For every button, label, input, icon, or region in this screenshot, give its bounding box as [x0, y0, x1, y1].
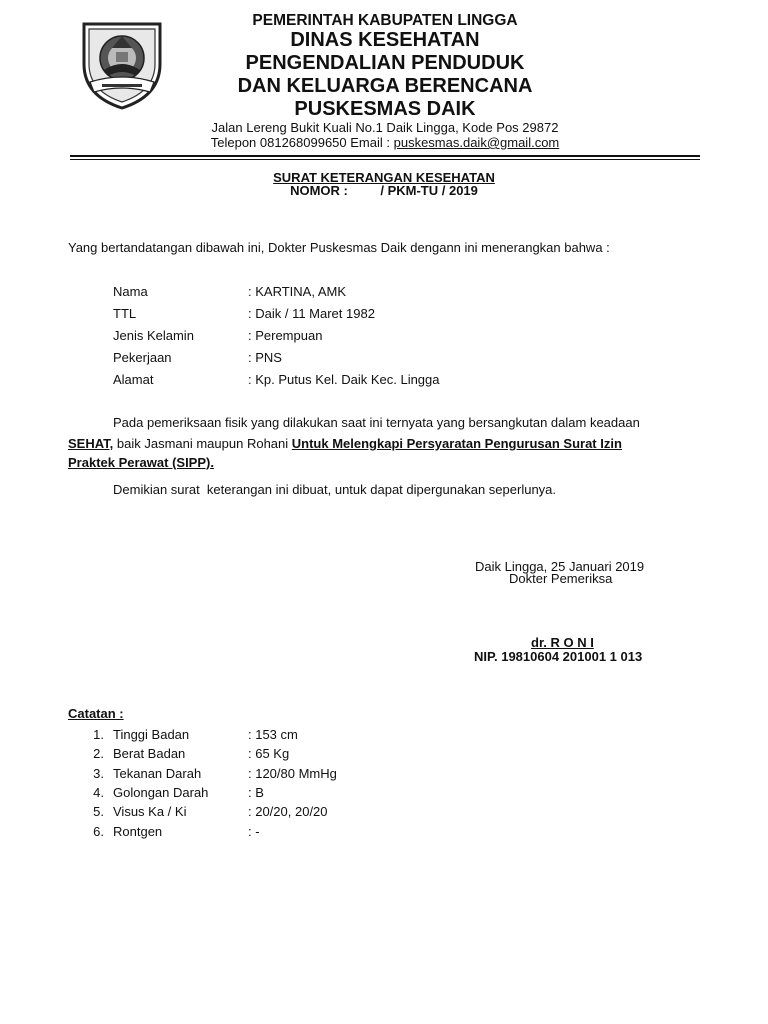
note-value: : 153 cm — [248, 727, 298, 742]
document-number: NOMOR : / PKM-TU / 2019 — [290, 183, 478, 198]
place-date: Daik Lingga, 25 Januari 2019 — [475, 559, 645, 574]
note-number: 6. — [93, 824, 104, 839]
closing-statement: Demikian surat keterangan ini dibuat, untuk dapat dipergunakan seperlunya. — [113, 482, 557, 497]
address: Jalan Lereng Bukit Kuali No.1 Daik Lingga, Kode Pos 29872 — [211, 120, 559, 135]
identity-label: Nama — [113, 284, 148, 299]
identity-value: : Daik / 11 Maret 1982 — [248, 306, 375, 321]
note-number: 2. — [93, 746, 104, 761]
header-divider-thin — [70, 159, 700, 160]
identity-label: Pekerjaan — [113, 350, 172, 365]
notes-heading: Catatan : — [68, 706, 124, 721]
email-link[interactable]: puskesmas.daik@gmail.com — [393, 135, 560, 150]
note-number: 1. — [93, 727, 104, 742]
note-label: Rontgen — [113, 824, 163, 839]
document-title: SURAT KETERANGAN KESEHATAN — [273, 170, 495, 185]
header-divider-thick — [70, 155, 700, 157]
government-name: PEMERINTAH KABUPATEN LINGGA — [252, 12, 518, 29]
department-name: DINAS KESEHATAN — [290, 29, 480, 51]
note-label: Tekanan Darah — [113, 766, 202, 781]
identity-value: : Kp. Putus Kel. Daik Kec. Lingga — [248, 372, 440, 387]
department-name-line2: PENGENDALIAN PENDUDUK — [245, 52, 525, 74]
note-number: 4. — [93, 785, 104, 800]
intro-text: Yang bertandatangan dibawah ini, Dokter Puskesmas Daik dengann ini menerangkan bahwa : — [68, 240, 610, 255]
note-label: Golongan Darah — [113, 785, 209, 800]
health-status: SEHAT, — [68, 436, 114, 451]
note-label: Berat Badan — [113, 746, 186, 761]
note-number: 5. — [93, 804, 104, 819]
note-value: : - — [248, 824, 260, 839]
identity-label: TTL — [113, 306, 137, 321]
contact-line — [150, 135, 620, 150]
note-label: Visus Ka / Ki — [113, 804, 187, 819]
note-label: Tinggi Badan — [113, 727, 190, 742]
identity-value: : PNS — [248, 350, 282, 365]
signer-name: dr. R O N I — [531, 635, 594, 650]
note-number: 3. — [93, 766, 104, 781]
exam-paragraph-line1: Pada pemeriksaan fisik yang dilakukan saat ini ternyata yang bersangkutan dalam keadaan — [113, 415, 640, 430]
department-name-line3: DAN KELUARGA BERENCANA — [237, 75, 533, 97]
note-value: : 120/80 MmHg — [248, 766, 337, 781]
identity-label: Jenis Kelamin — [113, 328, 194, 343]
signer-nip: NIP. 19810604 201001 1 013 — [474, 649, 643, 664]
note-value: : 65 Kg — [248, 746, 290, 761]
purpose-text-cont: Praktek Perawat (SIPP). — [68, 455, 214, 470]
identity-value: : Perempuan — [248, 328, 323, 343]
exam-paragraph-mid: baik Jasmani maupun Rohani — [113, 436, 292, 451]
note-value: : 20/20, 20/20 — [248, 804, 328, 819]
signer-role: Dokter Pemeriksa — [509, 571, 613, 586]
exam-paragraph-line3 — [68, 455, 214, 470]
phone-text: Telepon 081268099650 Email : — [210, 135, 394, 150]
institution-name: PUSKESMAS DAIK — [294, 98, 476, 120]
identity-label: Alamat — [113, 372, 154, 387]
purpose-text: Untuk Melengkapi Persyaratan Pengurusan Surat Izin — [291, 436, 622, 451]
identity-value: : KARTINA, AMK — [248, 284, 347, 299]
note-value: : B — [248, 785, 264, 800]
exam-paragraph-line2 — [68, 436, 622, 451]
